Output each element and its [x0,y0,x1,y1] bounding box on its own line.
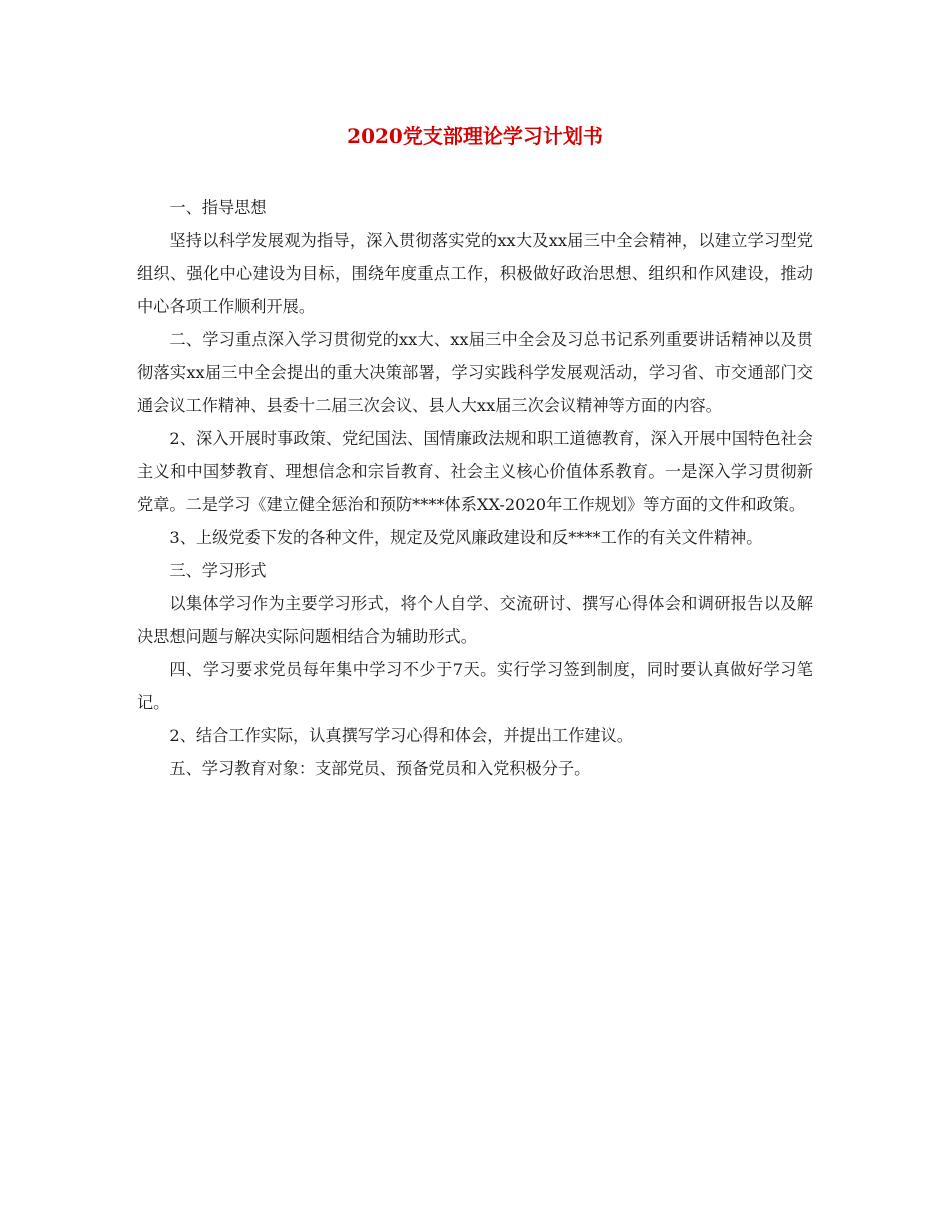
section-heading-study-form: 三、学习形式 [169,561,267,580]
paragraph-study-form: 以集体学习作为主要学习形式，将个人自学、交流研讨、撰写心得体会和调研报告以及解决思想问题与解决实际问题相结合为辅助形式。 [137,594,813,646]
paragraph-study-targets: 五、学习教育对象：支部党员、预备党员和入党积极分子。 [169,759,591,778]
paragraph-guiding-ideology: 坚持以科学发展观为指导，深入贯彻落实党的xx大及xx届三中全会精神，以建立学习型党组织、强化中心建设为目标，围绕年度重点工作，积极做好政治思想、组织和作风建设，推动中心各项工作顺利开展。 [137,231,813,316]
paragraph-study-focus: 二、学习重点深入学习贯彻党的xx大、xx届三中全会及习总书记系列重要讲话精神以及贯彻落实xx届三中全会提出的重大决策部署，学习实践科学发展观活动，学习省、市交通部门交通会议工作精神、县委十二届三次会议、县人大xx届三次会议精神等方面的内容。 [137,330,813,415]
paragraph-study-requirements: 四、学习要求党员每年集中学习不少于7天。实行学习签到制度，同时要认真做好学习笔记。 [137,660,813,712]
paragraph-study-requirements-2: 2、结合工作实际，认真撰写学习心得和体会，并提出工作建议。 [169,726,633,745]
document-body [137,191,813,785]
paragraph-study-focus-2: 2、深入开展时事政策、党纪国法、国情廉政法规和职工道德教育，深入开展中国特色社会主义和中国梦教育、理想信念和宗旨教育、社会主义核心价值体系教育。一是深入学习贯彻新党章。二是学习《建立健全惩治和预防****体系XX-2020年工作规划》等方面的文件和政策。 [137,429,813,514]
section-heading-guiding-ideology: 一、指导思想 [169,198,267,217]
paragraph-study-focus-3: 3、上级党委下发的各种文件，规定及党风廉政建设和反****工作的有关文件精神。 [169,528,763,547]
document-title: 2020党支部理论学习计划书 [347,124,603,148]
